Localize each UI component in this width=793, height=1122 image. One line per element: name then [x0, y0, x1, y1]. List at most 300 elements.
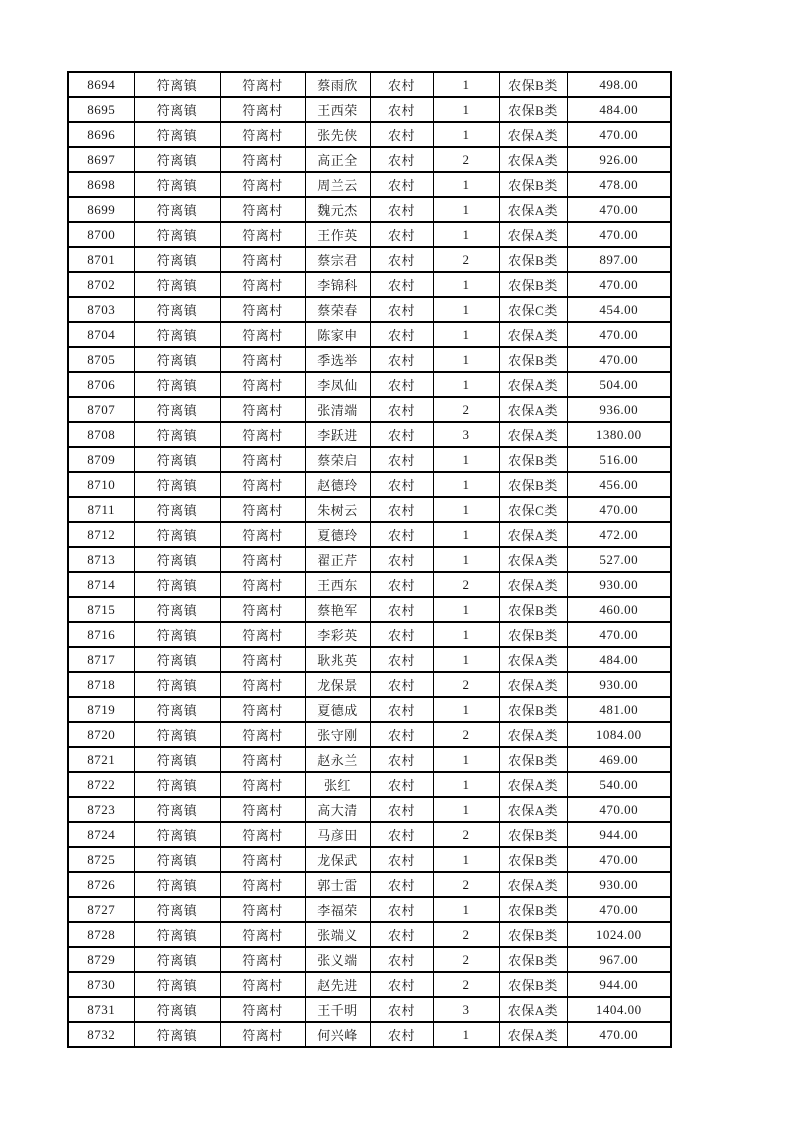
amount-cell: 470.00	[567, 497, 671, 522]
table-row	[68, 722, 671, 747]
serial-number-cell: 8721	[68, 747, 134, 772]
person-name-cell: 张端义	[305, 922, 370, 947]
village-cell: 符离村	[220, 197, 305, 222]
person-count-cell: 1	[433, 322, 499, 347]
amount-cell: 1404.00	[567, 997, 671, 1022]
town-cell: 符离镇	[134, 722, 220, 747]
town-cell: 符离镇	[134, 497, 220, 522]
person-count-cell: 1	[433, 372, 499, 397]
serial-number-cell: 8705	[68, 347, 134, 372]
village-cell: 符离村	[220, 122, 305, 147]
person-name-cell: 龙保武	[305, 847, 370, 872]
serial-number-cell: 8699	[68, 197, 134, 222]
person-name-cell: 季选举	[305, 347, 370, 372]
person-name-cell: 张先侠	[305, 122, 370, 147]
person-name-cell: 李彩英	[305, 622, 370, 647]
amount-cell: 944.00	[567, 822, 671, 847]
village-cell: 符离村	[220, 697, 305, 722]
table-row	[68, 522, 671, 547]
residence-type-cell: 农村	[370, 147, 433, 172]
serial-number-cell: 8697	[68, 147, 134, 172]
village-cell: 符离村	[220, 622, 305, 647]
person-name-cell: 夏德成	[305, 697, 370, 722]
town-cell: 符离镇	[134, 847, 220, 872]
insurance-category-cell: 农保B类	[499, 747, 567, 772]
village-cell: 符离村	[220, 997, 305, 1022]
person-count-cell: 2	[433, 872, 499, 897]
town-cell: 符离镇	[134, 172, 220, 197]
serial-number-cell: 8711	[68, 497, 134, 522]
amount-cell: 470.00	[567, 272, 671, 297]
town-cell: 符离镇	[134, 122, 220, 147]
residence-type-cell: 农村	[370, 897, 433, 922]
table-row	[68, 97, 671, 122]
residence-type-cell: 农村	[370, 322, 433, 347]
amount-cell: 930.00	[567, 572, 671, 597]
insurance-category-cell: 农保B类	[499, 697, 567, 722]
village-cell: 符离村	[220, 897, 305, 922]
person-name-cell: 王西荣	[305, 97, 370, 122]
village-cell: 符离村	[220, 797, 305, 822]
residence-type-cell: 农村	[370, 397, 433, 422]
person-count-cell: 1	[433, 222, 499, 247]
village-cell: 符离村	[220, 347, 305, 372]
person-name-cell: 陈家申	[305, 322, 370, 347]
person-count-cell: 1	[433, 622, 499, 647]
amount-cell: 504.00	[567, 372, 671, 397]
person-count-cell: 3	[433, 422, 499, 447]
table-row	[68, 622, 671, 647]
town-cell: 符离镇	[134, 772, 220, 797]
person-count-cell: 1	[433, 347, 499, 372]
amount-cell: 470.00	[567, 222, 671, 247]
town-cell: 符离镇	[134, 372, 220, 397]
person-count-cell: 2	[433, 672, 499, 697]
town-cell: 符离镇	[134, 972, 220, 997]
village-cell: 符离村	[220, 297, 305, 322]
residence-type-cell: 农村	[370, 722, 433, 747]
village-cell: 符离村	[220, 397, 305, 422]
town-cell: 符离镇	[134, 697, 220, 722]
residence-type-cell: 农村	[370, 672, 433, 697]
insurance-category-cell: 农保B类	[499, 472, 567, 497]
village-cell: 符离村	[220, 597, 305, 622]
residence-type-cell: 农村	[370, 847, 433, 872]
residence-type-cell: 农村	[370, 572, 433, 597]
serial-number-cell: 8715	[68, 597, 134, 622]
village-cell: 符离村	[220, 522, 305, 547]
table-body	[68, 72, 671, 1047]
table-row	[68, 972, 671, 997]
person-count-cell: 1	[433, 522, 499, 547]
person-count-cell: 1	[433, 472, 499, 497]
person-count-cell: 2	[433, 972, 499, 997]
village-cell: 符离村	[220, 1022, 305, 1047]
amount-cell: 470.00	[567, 1022, 671, 1047]
amount-cell: 897.00	[567, 247, 671, 272]
table-row	[68, 922, 671, 947]
town-cell: 符离镇	[134, 322, 220, 347]
amount-cell: 478.00	[567, 172, 671, 197]
person-count-cell: 1	[433, 172, 499, 197]
table-row	[68, 197, 671, 222]
insurance-category-cell: 农保B类	[499, 947, 567, 972]
person-count-cell: 2	[433, 922, 499, 947]
residence-type-cell: 农村	[370, 822, 433, 847]
person-count-cell: 1	[433, 647, 499, 672]
insurance-category-cell: 农保B类	[499, 847, 567, 872]
town-cell: 符离镇	[134, 72, 220, 97]
serial-number-cell: 8709	[68, 447, 134, 472]
serial-number-cell: 8727	[68, 897, 134, 922]
town-cell: 符离镇	[134, 147, 220, 172]
serial-number-cell: 8695	[68, 97, 134, 122]
table-row	[68, 772, 671, 797]
residence-type-cell: 农村	[370, 197, 433, 222]
serial-number-cell: 8701	[68, 247, 134, 272]
village-cell: 符离村	[220, 972, 305, 997]
table-row	[68, 472, 671, 497]
person-count-cell: 2	[433, 397, 499, 422]
village-cell: 符离村	[220, 822, 305, 847]
residence-type-cell: 农村	[370, 472, 433, 497]
insurance-category-cell: 农保A类	[499, 647, 567, 672]
amount-cell: 1024.00	[567, 922, 671, 947]
person-name-cell: 周兰云	[305, 172, 370, 197]
village-cell: 符离村	[220, 172, 305, 197]
town-cell: 符离镇	[134, 222, 220, 247]
insurance-category-cell: 农保B类	[499, 922, 567, 947]
insurance-category-cell: 农保B类	[499, 172, 567, 197]
insurance-category-cell: 农保B类	[499, 822, 567, 847]
town-cell: 符离镇	[134, 822, 220, 847]
village-cell: 符离村	[220, 447, 305, 472]
serial-number-cell: 8720	[68, 722, 134, 747]
person-name-cell: 龙保景	[305, 672, 370, 697]
amount-cell: 540.00	[567, 772, 671, 797]
serial-number-cell: 8722	[68, 772, 134, 797]
person-name-cell: 何兴峰	[305, 1022, 370, 1047]
table-row	[68, 397, 671, 422]
town-cell: 符离镇	[134, 997, 220, 1022]
town-cell: 符离镇	[134, 97, 220, 122]
insurance-category-cell: 农保A类	[499, 997, 567, 1022]
residence-type-cell: 农村	[370, 422, 433, 447]
person-count-cell: 1	[433, 547, 499, 572]
residence-type-cell: 农村	[370, 647, 433, 672]
serial-number-cell: 8717	[68, 647, 134, 672]
town-cell: 符离镇	[134, 397, 220, 422]
table-row	[68, 1022, 671, 1047]
serial-number-cell: 8702	[68, 272, 134, 297]
serial-number-cell: 8724	[68, 822, 134, 847]
person-name-cell: 张红	[305, 772, 370, 797]
serial-number-cell: 8723	[68, 797, 134, 822]
serial-number-cell: 8704	[68, 322, 134, 347]
village-cell: 符离村	[220, 572, 305, 597]
table-row	[68, 647, 671, 672]
person-name-cell: 赵先进	[305, 972, 370, 997]
amount-cell: 470.00	[567, 797, 671, 822]
amount-cell: 454.00	[567, 297, 671, 322]
town-cell: 符离镇	[134, 347, 220, 372]
amount-cell: 944.00	[567, 972, 671, 997]
insurance-category-cell: 农保B类	[499, 597, 567, 622]
town-cell: 符离镇	[134, 247, 220, 272]
person-name-cell: 李福荣	[305, 897, 370, 922]
insurance-category-cell: 农保A类	[499, 572, 567, 597]
amount-cell: 481.00	[567, 697, 671, 722]
village-cell: 符离村	[220, 497, 305, 522]
town-cell: 符离镇	[134, 472, 220, 497]
amount-cell: 484.00	[567, 97, 671, 122]
insurance-category-cell: 农保A类	[499, 147, 567, 172]
person-count-cell: 2	[433, 722, 499, 747]
table-row	[68, 897, 671, 922]
amount-cell: 460.00	[567, 597, 671, 622]
amount-cell: 469.00	[567, 747, 671, 772]
insurance-category-cell: 农保A类	[499, 797, 567, 822]
insurance-category-cell: 农保B类	[499, 247, 567, 272]
person-name-cell: 蔡荣启	[305, 447, 370, 472]
person-count-cell: 2	[433, 572, 499, 597]
person-count-cell: 1	[433, 272, 499, 297]
residence-type-cell: 农村	[370, 247, 433, 272]
insurance-category-cell: 农保A类	[499, 772, 567, 797]
town-cell: 符离镇	[134, 447, 220, 472]
person-name-cell: 李跃进	[305, 422, 370, 447]
village-cell: 符离村	[220, 372, 305, 397]
residence-type-cell: 农村	[370, 347, 433, 372]
person-name-cell: 赵永兰	[305, 747, 370, 772]
person-name-cell: 魏元杰	[305, 197, 370, 222]
amount-cell: 498.00	[567, 72, 671, 97]
table-row	[68, 497, 671, 522]
person-count-cell: 1	[433, 97, 499, 122]
amount-cell: 484.00	[567, 647, 671, 672]
person-name-cell: 翟正芹	[305, 547, 370, 572]
person-count-cell: 1	[433, 897, 499, 922]
insurance-category-cell: 农保A类	[499, 1022, 567, 1047]
village-cell: 符离村	[220, 547, 305, 572]
serial-number-cell: 8726	[68, 872, 134, 897]
town-cell: 符离镇	[134, 797, 220, 822]
insurance-category-cell: 农保B类	[499, 347, 567, 372]
person-name-cell: 李锦科	[305, 272, 370, 297]
town-cell: 符离镇	[134, 522, 220, 547]
insurance-category-cell: 农保B类	[499, 447, 567, 472]
residence-type-cell: 农村	[370, 522, 433, 547]
serial-number-cell: 8708	[68, 422, 134, 447]
person-count-cell: 2	[433, 822, 499, 847]
village-cell: 符离村	[220, 872, 305, 897]
table-row	[68, 72, 671, 97]
residence-type-cell: 农村	[370, 272, 433, 297]
table-row	[68, 547, 671, 572]
insurance-category-cell: 农保A类	[499, 197, 567, 222]
table-row	[68, 822, 671, 847]
residence-type-cell: 农村	[370, 772, 433, 797]
town-cell: 符离镇	[134, 672, 220, 697]
village-cell: 符离村	[220, 472, 305, 497]
residence-type-cell: 农村	[370, 547, 433, 572]
insurance-category-cell: 农保B类	[499, 622, 567, 647]
person-name-cell: 高大清	[305, 797, 370, 822]
amount-cell: 967.00	[567, 947, 671, 972]
village-cell: 符离村	[220, 422, 305, 447]
residence-type-cell: 农村	[370, 372, 433, 397]
person-count-cell: 2	[433, 947, 499, 972]
serial-number-cell: 8719	[68, 697, 134, 722]
serial-number-cell: 8732	[68, 1022, 134, 1047]
table-row	[68, 222, 671, 247]
amount-cell: 930.00	[567, 872, 671, 897]
amount-cell: 470.00	[567, 197, 671, 222]
person-name-cell: 蔡宗君	[305, 247, 370, 272]
amount-cell: 470.00	[567, 622, 671, 647]
table-row	[68, 272, 671, 297]
person-count-cell: 1	[433, 297, 499, 322]
village-cell: 符离村	[220, 272, 305, 297]
table-row	[68, 372, 671, 397]
insurance-category-cell: 农保A类	[499, 722, 567, 747]
serial-number-cell: 8710	[68, 472, 134, 497]
residence-type-cell: 农村	[370, 922, 433, 947]
amount-cell: 527.00	[567, 547, 671, 572]
person-name-cell: 赵德玲	[305, 472, 370, 497]
serial-number-cell: 8730	[68, 972, 134, 997]
insurance-category-cell: 农保A类	[499, 422, 567, 447]
person-name-cell: 耿兆英	[305, 647, 370, 672]
town-cell: 符离镇	[134, 422, 220, 447]
person-count-cell: 1	[433, 797, 499, 822]
serial-number-cell: 8703	[68, 297, 134, 322]
person-count-cell: 1	[433, 1022, 499, 1047]
table-row	[68, 422, 671, 447]
amount-cell: 1084.00	[567, 722, 671, 747]
amount-cell: 470.00	[567, 897, 671, 922]
table-row	[68, 797, 671, 822]
residence-type-cell: 农村	[370, 997, 433, 1022]
table-row	[68, 247, 671, 272]
serial-number-cell: 8706	[68, 372, 134, 397]
person-count-cell: 1	[433, 197, 499, 222]
village-cell: 符离村	[220, 847, 305, 872]
serial-number-cell: 8731	[68, 997, 134, 1022]
serial-number-cell: 8700	[68, 222, 134, 247]
insurance-category-cell: 农保A类	[499, 372, 567, 397]
person-count-cell: 1	[433, 497, 499, 522]
residence-type-cell: 农村	[370, 172, 433, 197]
person-count-cell: 2	[433, 247, 499, 272]
town-cell: 符离镇	[134, 572, 220, 597]
person-name-cell: 张清端	[305, 397, 370, 422]
village-cell: 符离村	[220, 722, 305, 747]
person-count-cell: 1	[433, 747, 499, 772]
town-cell: 符离镇	[134, 647, 220, 672]
town-cell: 符离镇	[134, 947, 220, 972]
village-cell: 符离村	[220, 922, 305, 947]
village-cell: 符离村	[220, 672, 305, 697]
town-cell: 符离镇	[134, 897, 220, 922]
insurance-category-cell: 农保B类	[499, 97, 567, 122]
serial-number-cell: 8694	[68, 72, 134, 97]
residence-type-cell: 农村	[370, 122, 433, 147]
table-row	[68, 347, 671, 372]
town-cell: 符离镇	[134, 922, 220, 947]
table-row	[68, 447, 671, 472]
village-cell: 符离村	[220, 747, 305, 772]
person-name-cell: 王西东	[305, 572, 370, 597]
table-row	[68, 172, 671, 197]
person-name-cell: 高正全	[305, 147, 370, 172]
insurance-category-cell: 农保A类	[499, 222, 567, 247]
serial-number-cell: 8713	[68, 547, 134, 572]
table-row	[68, 697, 671, 722]
insurance-category-cell: 农保A类	[499, 122, 567, 147]
insurance-category-cell: 农保B类	[499, 72, 567, 97]
village-cell: 符离村	[220, 97, 305, 122]
serial-number-cell: 8696	[68, 122, 134, 147]
insurance-category-cell: 农保A类	[499, 872, 567, 897]
residence-type-cell: 农村	[370, 222, 433, 247]
person-count-cell: 1	[433, 772, 499, 797]
insurance-payment-table	[67, 71, 672, 1048]
residence-type-cell: 农村	[370, 797, 433, 822]
serial-number-cell: 8716	[68, 622, 134, 647]
town-cell: 符离镇	[134, 272, 220, 297]
table-row	[68, 597, 671, 622]
town-cell: 符离镇	[134, 297, 220, 322]
person-name-cell: 王千明	[305, 997, 370, 1022]
insurance-category-cell: 农保A类	[499, 322, 567, 347]
village-cell: 符离村	[220, 247, 305, 272]
insurance-category-cell: 农保A类	[499, 522, 567, 547]
town-cell: 符离镇	[134, 597, 220, 622]
table-row	[68, 747, 671, 772]
residence-type-cell: 农村	[370, 872, 433, 897]
person-name-cell: 郭士雷	[305, 872, 370, 897]
person-count-cell: 1	[433, 122, 499, 147]
town-cell: 符离镇	[134, 1022, 220, 1047]
person-count-cell: 1	[433, 597, 499, 622]
person-name-cell: 夏德玲	[305, 522, 370, 547]
amount-cell: 470.00	[567, 347, 671, 372]
insurance-category-cell: 农保B类	[499, 897, 567, 922]
residence-type-cell: 农村	[370, 297, 433, 322]
table-row	[68, 147, 671, 172]
table-row	[68, 672, 671, 697]
person-name-cell: 马彦田	[305, 822, 370, 847]
residence-type-cell: 农村	[370, 622, 433, 647]
residence-type-cell: 农村	[370, 447, 433, 472]
amount-cell: 516.00	[567, 447, 671, 472]
residence-type-cell: 农村	[370, 947, 433, 972]
village-cell: 符离村	[220, 647, 305, 672]
serial-number-cell: 8718	[68, 672, 134, 697]
village-cell: 符离村	[220, 947, 305, 972]
residence-type-cell: 农村	[370, 747, 433, 772]
table-row	[68, 947, 671, 972]
serial-number-cell: 8698	[68, 172, 134, 197]
amount-cell: 470.00	[567, 847, 671, 872]
town-cell: 符离镇	[134, 547, 220, 572]
person-count-cell: 1	[433, 847, 499, 872]
village-cell: 符离村	[220, 72, 305, 97]
table-row	[68, 872, 671, 897]
person-count-cell: 3	[433, 997, 499, 1022]
person-count-cell: 2	[433, 147, 499, 172]
